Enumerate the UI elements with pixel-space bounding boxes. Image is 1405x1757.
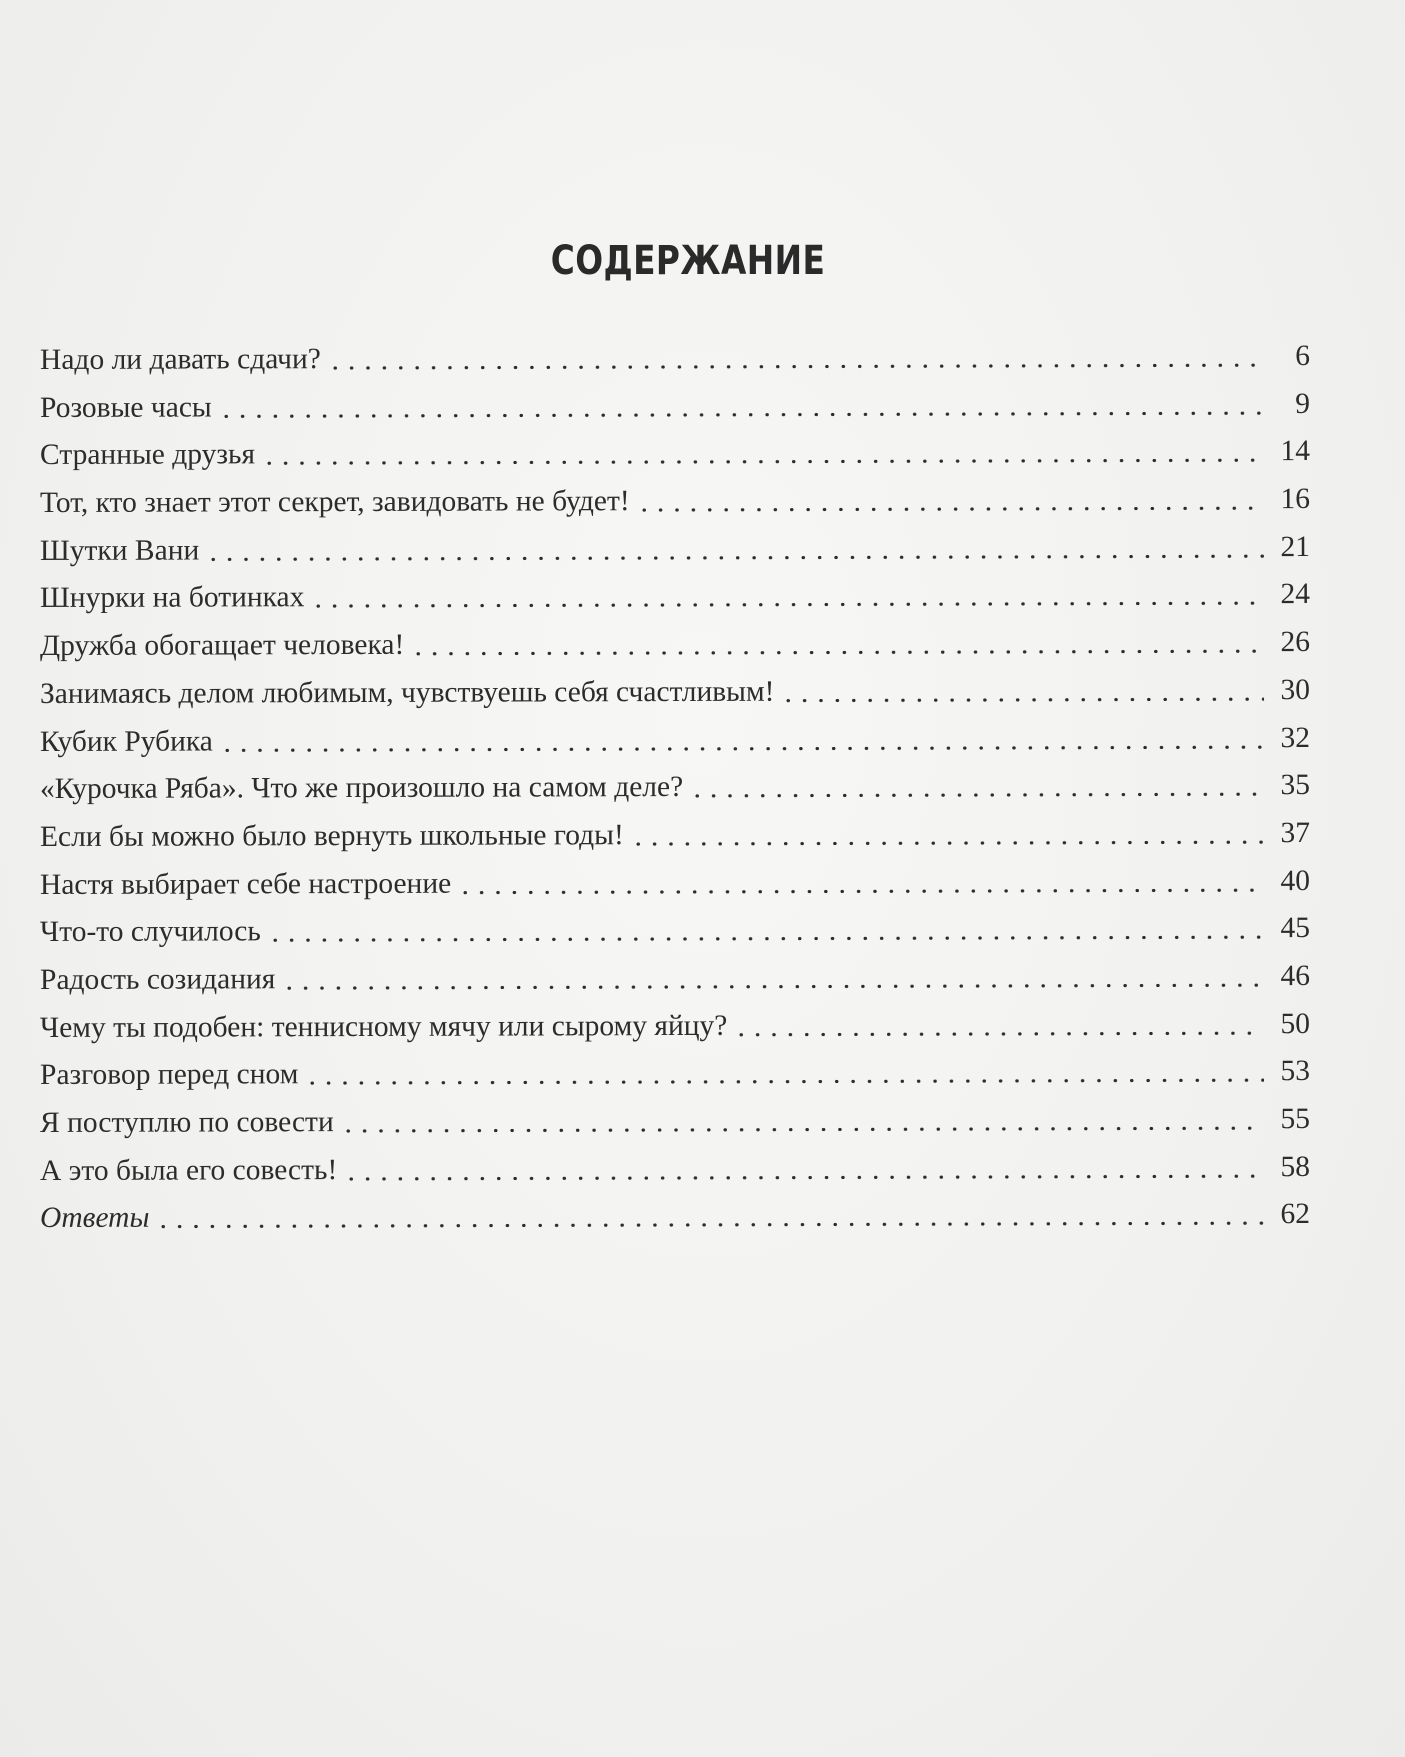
toc-entry-page: 9: [1295, 387, 1311, 420]
toc-entry-page: 45: [1280, 912, 1311, 945]
toc-entry-page: 26: [1280, 626, 1311, 659]
toc-entry-page: 62: [1280, 1198, 1311, 1231]
toc-entry-title: А это была его совесть!: [39, 1153, 338, 1187]
toc-entry: [40, 953, 1310, 1005]
toc-entry-page: 40: [1280, 864, 1311, 897]
toc-entry-title: Если бы можно было вернуть школьные годы!: [39, 819, 624, 853]
toc-entry-page: 16: [1280, 483, 1311, 516]
toc-entry-title: Я поступлю по совести: [39, 1106, 334, 1139]
toc-entry-title: Кубик Рубика: [39, 724, 213, 758]
toc-entry: [40, 858, 1310, 910]
toc-entry-page: 14: [1280, 435, 1311, 468]
toc-entry: [40, 381, 1310, 433]
dot-leader: [281, 983, 1264, 990]
toc-entry: [40, 428, 1310, 480]
toc-entry-title: Розовые часы: [39, 391, 212, 424]
toc-entry-page: 35: [1280, 769, 1311, 802]
dot-leader: [410, 649, 1264, 656]
toc-entry-title: Чему ты подобен: теннисному мячу или сырому яйцу?: [39, 1009, 728, 1044]
toc-entry-page: 30: [1280, 673, 1311, 706]
dot-leader: [327, 363, 1264, 370]
dot-leader: [304, 1078, 1264, 1085]
dot-leader: [205, 554, 1264, 561]
toc-entry: [40, 571, 1310, 623]
toc-entry: [40, 333, 1310, 385]
dot-leader: [218, 411, 1264, 418]
table-of-contents: [40, 333, 1310, 1239]
toc-entry-title: Занимаясь делом любимым, чувствуешь себя счастливым!: [39, 675, 775, 710]
page-heading: СОДЕРЖАНИЕ: [550, 238, 826, 284]
toc-entry-page: 37: [1280, 816, 1311, 849]
toc-entry-page: 58: [1280, 1150, 1311, 1183]
dot-leader: [155, 1221, 1264, 1228]
toc-entry-title: Ответы: [39, 1202, 150, 1235]
toc-entry-title: «Курочка Ряба». Что же произошло на самом деле?: [39, 771, 684, 806]
toc-entry-page: 46: [1280, 959, 1311, 993]
toc-entry-page: 21: [1280, 530, 1311, 563]
toc-entry: [40, 810, 1310, 862]
dot-leader: [340, 1126, 1264, 1133]
dot-leader: [689, 792, 1264, 798]
dot-leader: [636, 506, 1264, 512]
toc-entry-title: Дружба обогащает человека!: [39, 628, 405, 663]
toc-entry: [40, 1096, 1310, 1148]
dot-leader: [457, 888, 1264, 895]
toc-entry-page: 53: [1280, 1055, 1311, 1088]
dot-leader: [780, 697, 1264, 703]
toc-entry: [40, 715, 1310, 767]
toc-entry: [40, 524, 1310, 576]
toc-entry-title: Шнурки на ботинках: [39, 581, 305, 615]
toc-entry-title: Тот, кто знает этот секрет, завидовать не будет!: [39, 485, 630, 520]
toc-entry-title: Разговор перед сном: [39, 1058, 299, 1092]
toc-entry-page: 32: [1280, 721, 1311, 754]
toc-entry: [40, 667, 1310, 719]
toc-entry-page: 50: [1280, 1007, 1311, 1040]
dot-leader: [343, 1174, 1264, 1181]
toc-entry-title: Надо ли давать сдачи?: [39, 343, 321, 376]
toc-entry: [40, 476, 1310, 528]
toc-entry-title: Настя выбирает себе настроение: [39, 867, 452, 901]
toc-entry: [40, 762, 1310, 814]
toc-entry-page: 24: [1280, 578, 1311, 611]
toc-entry: [40, 1001, 1310, 1053]
dot-leader: [310, 601, 1264, 608]
toc-entry-title: Что-то случилось: [39, 915, 261, 949]
dot-leader: [630, 840, 1264, 846]
dot-leader: [267, 935, 1264, 942]
toc-entry-page: 6: [1295, 340, 1311, 373]
toc-entry-title: Радость созидания: [39, 963, 276, 996]
toc-entry: [40, 905, 1310, 957]
dot-leader: [733, 1031, 1264, 1037]
toc-entry-page: 55: [1280, 1103, 1311, 1136]
toc-entry-title: Странные друзья: [39, 438, 256, 472]
toc-entry: [40, 1144, 1310, 1196]
toc-entry-title: Шутки Вани: [39, 534, 200, 567]
toc-entry: [40, 1048, 1310, 1100]
toc-entry: [40, 619, 1310, 671]
dot-leader: [219, 744, 1264, 751]
toc-entry: [40, 1191, 1310, 1243]
dot-leader: [261, 458, 1264, 465]
